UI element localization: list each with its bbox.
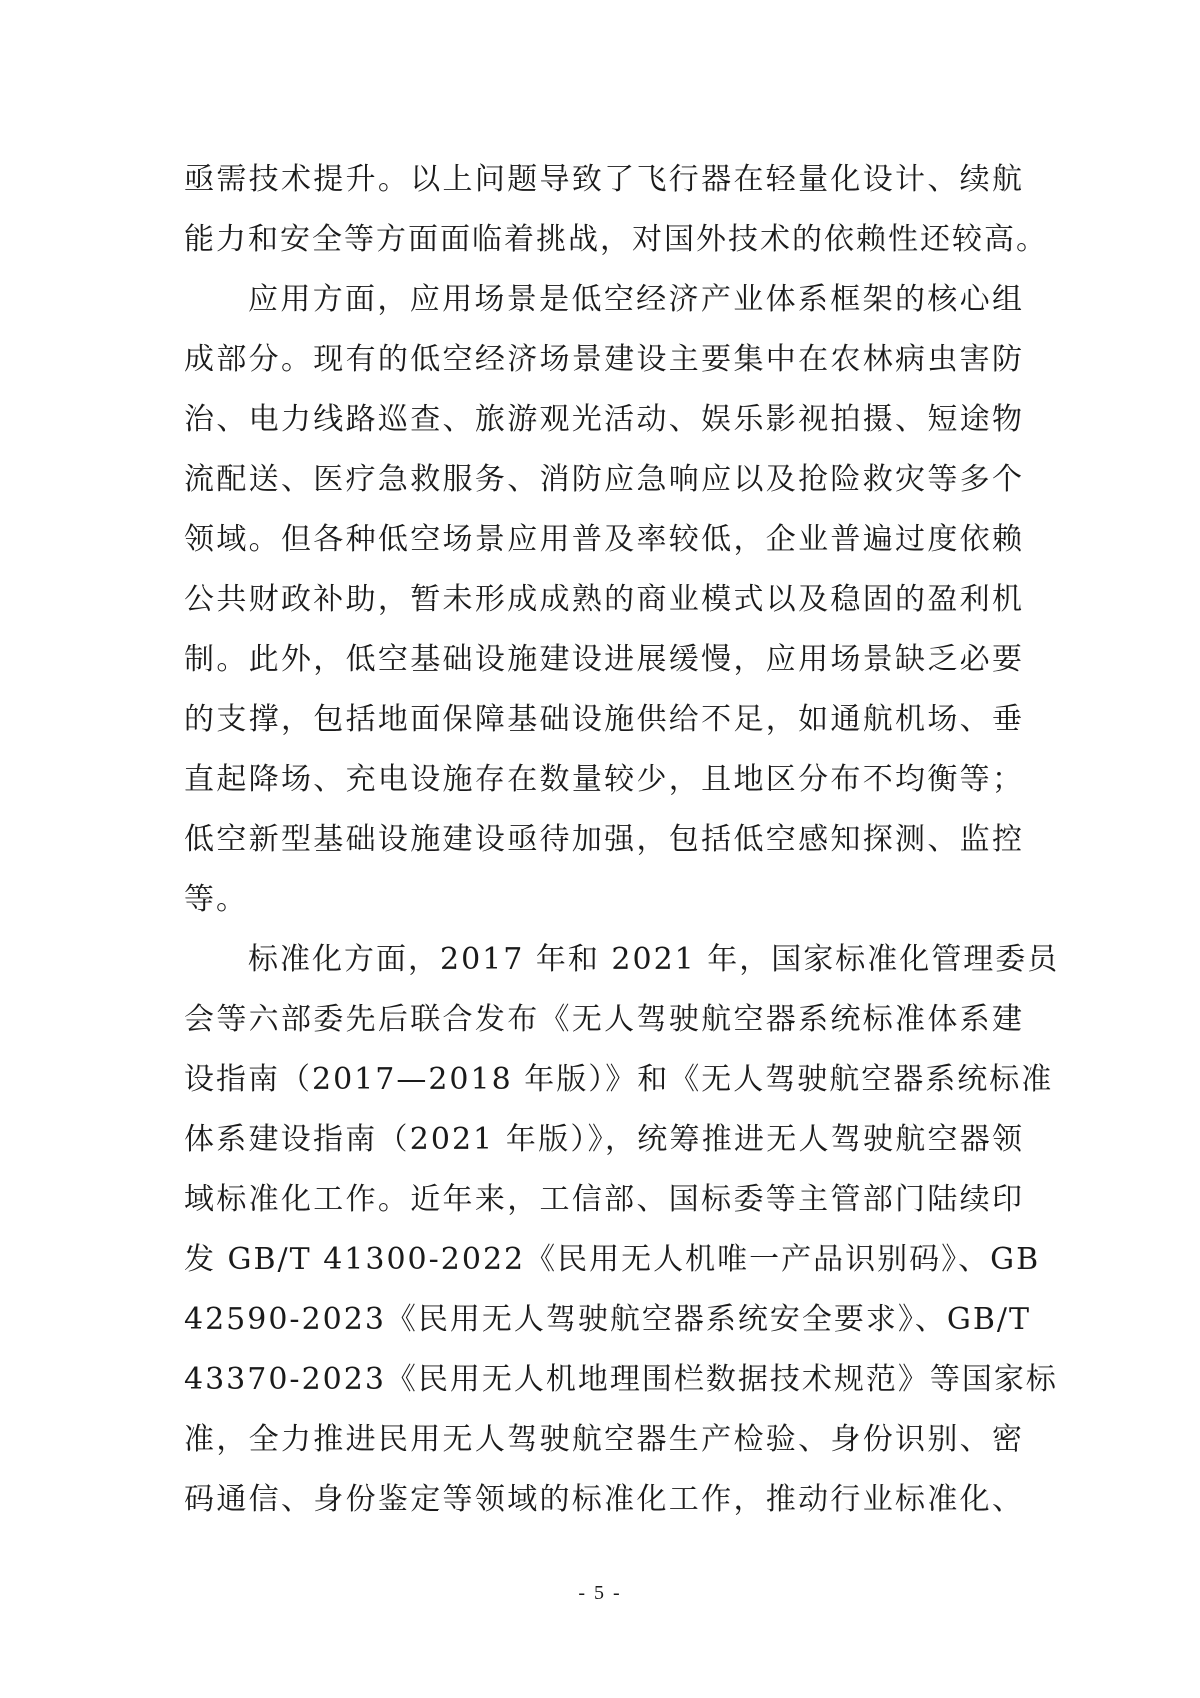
paragraph-2-line-11: 等。 <box>184 882 248 917</box>
paragraph-3-line-9: 准，全力推进民用无人驾驶航空器生产检验、身份识别、密 <box>184 1422 1024 1457</box>
paragraph-3-line-8: 43370-2023《民用无人机地理围栏数据技术规范》等国家标 <box>184 1362 1058 1397</box>
body-text <box>184 150 1060 1530</box>
paragraph-3-line-7: 42590-2023《民用无人驾驶航空器系统安全要求》、GB/T <box>184 1302 1032 1337</box>
paragraph-3-line-2: 会等六部委先后联合发布《无人驾驶航空器系统标准体系建 <box>184 1002 1024 1037</box>
paragraph-2-line-3: 治、电力线路巡查、旅游观光活动、娱乐影视拍摄、短途物 <box>184 402 1024 437</box>
paragraph-2-line-10: 低空新型基础设施建设亟待加强，包括低空感知探测、监控 <box>184 822 1024 857</box>
paragraph-3-line-6: 发 GB/T 41300-2022《民用无人机唯一产品识别码》、GB <box>184 1242 1041 1277</box>
paragraph-3-line-3: 设指南（2017—2018 年版）》和《无人驾驶航空器系统标准 <box>184 1062 1054 1097</box>
paragraph-2-line-1: 应用方面，应用场景是低空经济产业体系框架的核心组 <box>248 282 1024 317</box>
paragraph-2-line-2: 成部分。现有的低空经济场景建设主要集中在农林病虫害防 <box>184 342 1024 377</box>
page-number: - 5 - <box>578 1582 622 1604</box>
paragraph-1-line-1: 亟需技术提升。以上问题导致了飞行器在轻量化设计、续航 <box>184 162 1024 197</box>
paragraph-3-line-10: 码通信、身份鉴定等领域的标准化工作，推动行业标准化、 <box>184 1482 1024 1517</box>
paragraph-2-line-9: 直起降场、充电设施存在数量较少，且地区分布不均衡等； <box>184 762 1024 797</box>
paragraph-3-line-1: 标准化方面，2017 年和 2021 年，国家标准化管理委员 <box>248 942 1060 977</box>
paragraph-2-line-8: 的支撑，包括地面保障基础设施供给不足，如通航机场、垂 <box>184 702 1024 737</box>
paragraph-2-line-4: 流配送、医疗急救服务、消防应急响应以及抢险救灾等多个 <box>184 462 1024 497</box>
paragraph-2-line-6: 公共财政补助，暂未形成成熟的商业模式以及稳固的盈利机 <box>184 582 1024 617</box>
paragraph-2-line-7: 制。此外，低空基础设施建设进展缓慢，应用场景缺乏必要 <box>184 642 1024 677</box>
paragraph-3-line-4: 体系建设指南（2021 年版）》，统筹推进无人驾驶航空器领 <box>184 1122 1024 1157</box>
paragraph-1-line-2: 能力和安全等方面面临着挑战，对国外技术的依赖性还较高。 <box>184 222 1048 257</box>
paragraph-3-line-5: 域标准化工作。近年来，工信部、国标委等主管部门陆续印 <box>184 1182 1024 1217</box>
paragraph-2-line-5: 领域。但各种低空场景应用普及率较低，企业普遍过度依赖 <box>184 522 1024 557</box>
